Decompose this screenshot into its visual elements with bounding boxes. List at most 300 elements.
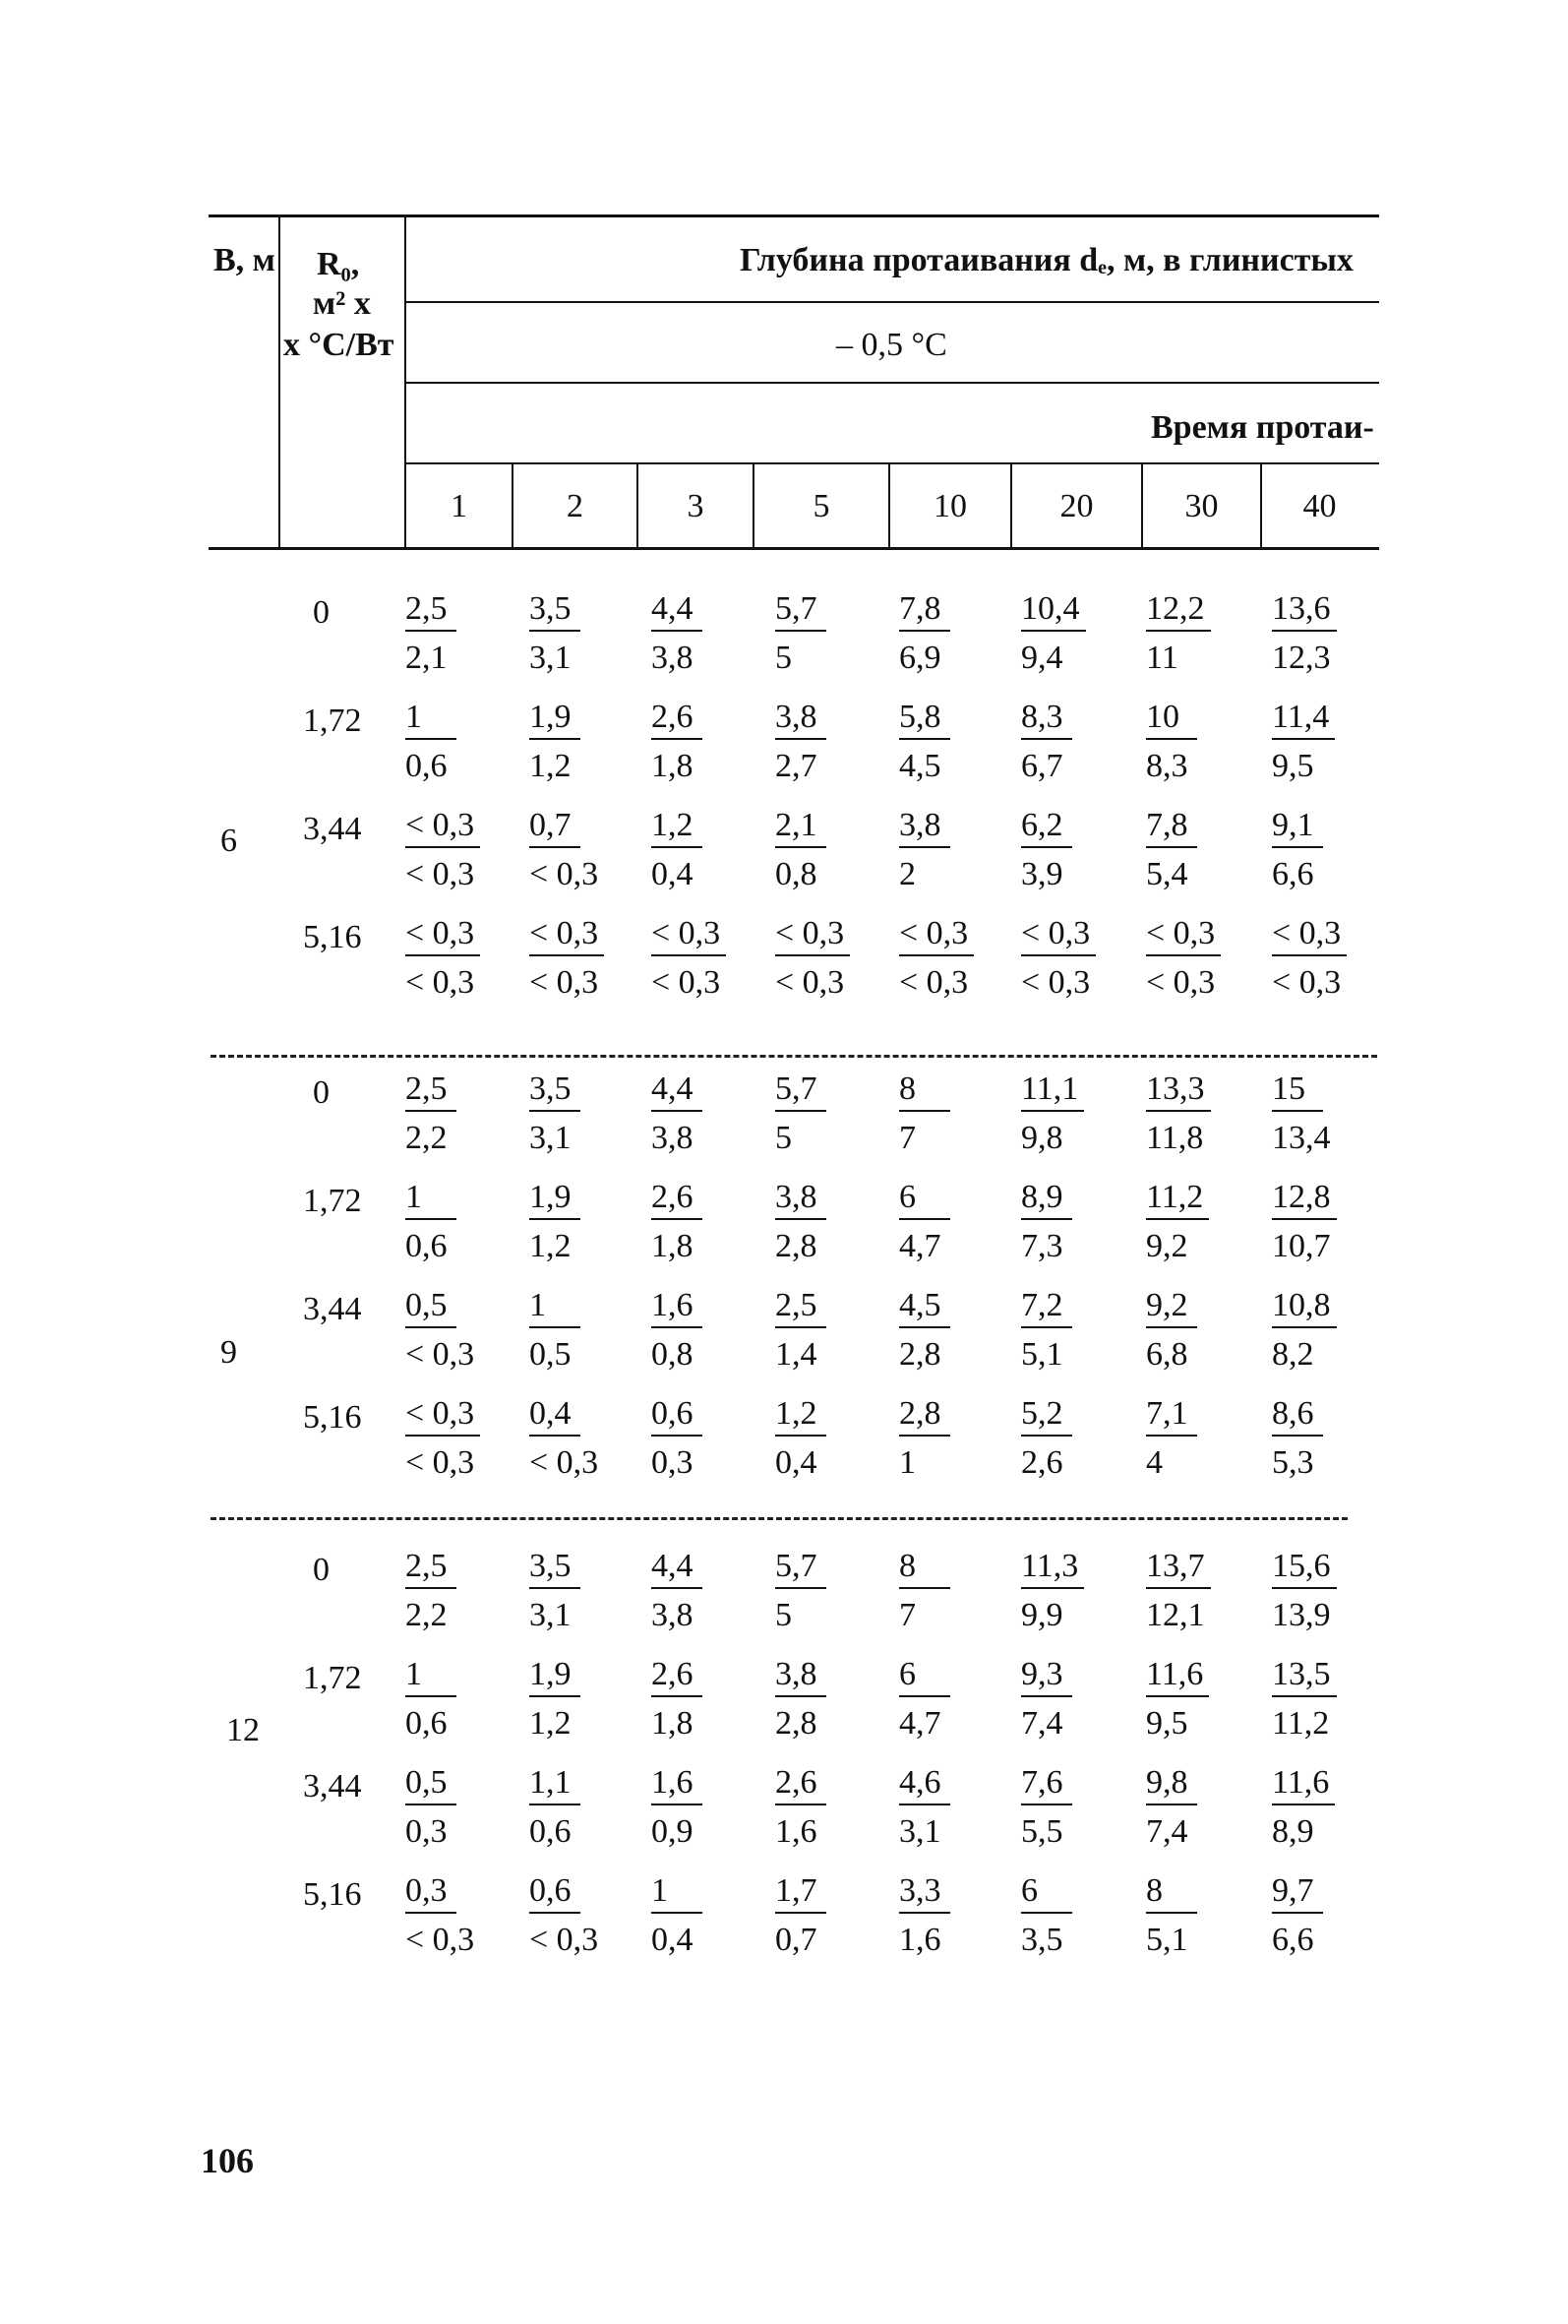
depth-fraction — [529, 1766, 639, 1851]
fraction-bar — [1272, 1218, 1337, 1220]
fraction-denominator: 0,6 — [405, 1228, 448, 1264]
depth-fraction — [899, 1072, 1009, 1157]
header-bottom-rule — [209, 547, 1379, 550]
fraction-numerator: 10 — [1146, 699, 1179, 735]
fraction-numerator: 5,7 — [775, 590, 817, 627]
fraction-bar — [529, 738, 580, 740]
header-vline-b — [278, 214, 280, 549]
depth-fraction — [1272, 809, 1382, 893]
fraction-denominator: < 0,3 — [529, 856, 599, 892]
fraction-numerator: 8 — [899, 1548, 916, 1584]
fraction-numerator: 8,6 — [1272, 1395, 1314, 1432]
fraction-denominator: 3,8 — [651, 1120, 694, 1156]
fraction-denominator: 9,2 — [1146, 1228, 1188, 1264]
fraction-numerator: 1 — [405, 1656, 422, 1692]
depth-fraction — [529, 1181, 639, 1265]
fraction-bar — [529, 630, 580, 632]
fraction-denominator: 5,5 — [1021, 1813, 1063, 1850]
depth-fraction — [1021, 1289, 1131, 1374]
fraction-bar — [899, 1110, 950, 1112]
fraction-bar — [1146, 630, 1211, 632]
depth-fraction — [529, 1397, 639, 1482]
fraction-numerator: 1 — [529, 1287, 546, 1323]
fraction-bar — [651, 954, 726, 956]
time-column-header: 40 — [1302, 488, 1337, 524]
depth-fraction — [1021, 1181, 1131, 1265]
depth-fraction — [529, 592, 639, 677]
depth-fraction — [1021, 592, 1131, 677]
fraction-numerator: 5,7 — [775, 1548, 817, 1584]
fraction-denominator: 0,6 — [405, 1705, 448, 1742]
fraction-denominator: 5 — [775, 640, 792, 676]
fraction-denominator: < 0,3 — [529, 1922, 599, 1958]
group-separator — [211, 1055, 1377, 1058]
fraction-denominator: 2,7 — [775, 748, 817, 784]
fraction-bar — [405, 738, 456, 740]
fraction-bar — [405, 954, 480, 956]
fraction-numerator: 3,8 — [899, 807, 941, 843]
fraction-numerator: 3,5 — [529, 1070, 572, 1107]
fraction-bar — [1272, 846, 1323, 848]
fraction-numerator: < 0,3 — [405, 915, 475, 951]
depth-fraction — [775, 809, 885, 893]
fraction-denominator: 5 — [775, 1597, 792, 1633]
fraction-numerator: < 0,3 — [405, 1395, 475, 1432]
fraction-denominator: 2 — [899, 856, 916, 892]
fraction-denominator: 11,2 — [1272, 1705, 1330, 1742]
depth-fraction — [651, 917, 761, 1002]
depth-fraction — [1272, 1289, 1382, 1374]
fraction-numerator: 2,6 — [651, 699, 694, 735]
fraction-denominator: 8,9 — [1272, 1813, 1314, 1850]
fraction-numerator: < 0,3 — [529, 915, 599, 951]
fraction-bar — [899, 1435, 950, 1437]
r-value: 1,72 — [303, 703, 362, 739]
depth-fraction — [1272, 1550, 1382, 1634]
fraction-denominator: 4,5 — [899, 748, 941, 784]
fraction-bar — [1021, 1587, 1084, 1589]
depth-fraction — [651, 809, 761, 893]
fraction-bar — [1146, 1587, 1211, 1589]
depth-fraction — [775, 917, 885, 1002]
fraction-numerator: 1,9 — [529, 1179, 572, 1215]
depth-fraction — [1272, 1658, 1382, 1743]
depth-fraction — [899, 1658, 1009, 1743]
fraction-numerator: 7,8 — [899, 590, 941, 627]
depth-fraction — [1146, 1766, 1256, 1851]
fraction-numerator: < 0,3 — [899, 915, 969, 951]
fraction-numerator: 2,8 — [899, 1395, 941, 1432]
fraction-bar — [1146, 738, 1197, 740]
header-rule-temperature — [405, 382, 1379, 384]
fraction-denominator: 1 — [899, 1444, 916, 1481]
fraction-denominator: 3,9 — [1021, 856, 1063, 892]
depth-fraction — [899, 1874, 1009, 1959]
fraction-numerator: 8,9 — [1021, 1179, 1063, 1215]
fraction-bar — [1146, 846, 1197, 848]
depth-fraction — [1146, 1658, 1256, 1743]
fraction-bar — [651, 1587, 702, 1589]
fraction-denominator: < 0,3 — [405, 856, 475, 892]
fraction-denominator: 2,2 — [405, 1597, 448, 1633]
fraction-numerator: 0,3 — [405, 1872, 448, 1909]
fraction-denominator: 5,4 — [1146, 856, 1188, 892]
temperature-label: – 0,5 °С — [836, 327, 947, 363]
depth-fraction — [1146, 1550, 1256, 1634]
fraction-denominator: 0,3 — [651, 1444, 694, 1481]
depth-fraction — [1021, 1874, 1131, 1959]
fraction-denominator: 12,1 — [1146, 1597, 1205, 1633]
depth-fraction — [405, 1658, 515, 1743]
depth-fraction — [1272, 592, 1382, 677]
column-header-r-line1: R₀, — [317, 246, 360, 282]
depth-fraction — [1146, 917, 1256, 1002]
fraction-bar — [651, 630, 702, 632]
fraction-bar — [775, 1110, 826, 1112]
group-separator — [211, 1517, 1348, 1520]
depth-fraction — [1021, 1766, 1131, 1851]
fraction-numerator: 0,6 — [651, 1395, 694, 1432]
fraction-denominator: 7 — [899, 1120, 916, 1156]
fraction-numerator: 11,6 — [1146, 1656, 1204, 1692]
depth-fraction — [1272, 917, 1382, 1002]
fraction-bar — [899, 1804, 950, 1805]
depth-fraction — [1272, 1181, 1382, 1265]
fraction-numerator: < 0,3 — [1272, 915, 1342, 951]
depth-fraction — [899, 809, 1009, 893]
fraction-bar — [775, 1804, 826, 1805]
fraction-denominator: 3,1 — [899, 1813, 941, 1850]
fraction-numerator: 3,8 — [775, 1179, 817, 1215]
fraction-bar — [1021, 1695, 1072, 1697]
fraction-bar — [405, 630, 456, 632]
fraction-bar — [899, 738, 950, 740]
depth-fraction — [899, 1289, 1009, 1374]
depth-fraction — [899, 1397, 1009, 1482]
depth-fraction — [1021, 1658, 1131, 1743]
depth-fraction — [1272, 1072, 1382, 1157]
fraction-numerator: 1,7 — [775, 1872, 817, 1909]
fraction-numerator: 8 — [1146, 1872, 1163, 1909]
table-title: Глубина протаивания dₑ, м, в глинистых — [740, 242, 1354, 278]
fraction-numerator: 1,9 — [529, 1656, 572, 1692]
depth-fraction — [775, 592, 885, 677]
depth-fraction — [529, 809, 639, 893]
fraction-numerator: 2,5 — [405, 1548, 448, 1584]
fraction-numerator: 7,1 — [1146, 1395, 1188, 1432]
fraction-denominator: 2,2 — [405, 1120, 448, 1156]
fraction-denominator: 11,8 — [1146, 1120, 1204, 1156]
fraction-bar — [1272, 1912, 1323, 1914]
fraction-denominator: < 0,3 — [1021, 964, 1091, 1001]
time-column-header: 20 — [1059, 488, 1094, 524]
fraction-bar — [1146, 1326, 1197, 1328]
fraction-bar — [651, 846, 702, 848]
fraction-denominator: < 0,3 — [651, 964, 721, 1001]
depth-fraction — [1146, 1397, 1256, 1482]
fraction-numerator: 1,6 — [651, 1287, 694, 1323]
time-column-header: 3 — [687, 488, 704, 524]
fraction-denominator: 3,1 — [529, 1597, 572, 1633]
fraction-numerator: 4,4 — [651, 590, 694, 627]
depth-fraction — [405, 1874, 515, 1959]
fraction-bar — [1021, 954, 1096, 956]
fraction-denominator: 8,2 — [1272, 1336, 1314, 1373]
fraction-bar — [529, 1110, 580, 1112]
depth-fraction — [1272, 1766, 1382, 1851]
time-column-header: 10 — [934, 488, 967, 524]
r-value: 3,44 — [303, 1291, 362, 1327]
depth-fraction — [899, 1181, 1009, 1265]
fraction-bar — [1021, 1110, 1084, 1112]
fraction-bar — [529, 1218, 580, 1220]
fraction-numerator: 4,5 — [899, 1287, 941, 1323]
depth-fraction — [899, 1766, 1009, 1851]
depth-fraction — [529, 1658, 639, 1743]
fraction-denominator: 6,6 — [1272, 856, 1314, 892]
fraction-denominator: 3,5 — [1021, 1922, 1063, 1958]
depth-fraction — [775, 1289, 885, 1374]
fraction-bar — [1146, 1804, 1197, 1805]
fraction-numerator: 9,3 — [1021, 1656, 1063, 1692]
fraction-bar — [651, 1435, 702, 1437]
fraction-bar — [775, 738, 826, 740]
fraction-denominator: 6,7 — [1021, 748, 1063, 784]
fraction-bar — [1272, 1326, 1337, 1328]
fraction-numerator: 8,3 — [1021, 699, 1063, 735]
fraction-numerator: 0,7 — [529, 807, 572, 843]
fraction-denominator: 0,6 — [405, 748, 448, 784]
fraction-bar — [1272, 1435, 1323, 1437]
fraction-bar — [1021, 630, 1086, 632]
fraction-bar — [775, 630, 826, 632]
fraction-numerator: 1,1 — [529, 1764, 572, 1801]
depth-fraction — [899, 701, 1009, 785]
fraction-numerator: 4,4 — [651, 1070, 694, 1107]
depth-fraction — [651, 1874, 761, 1959]
time-column-header: 2 — [567, 488, 583, 524]
depth-fraction — [1021, 1397, 1131, 1482]
fraction-numerator: 5,2 — [1021, 1395, 1063, 1432]
r-value: 3,44 — [303, 811, 362, 847]
fraction-denominator: 6,9 — [899, 640, 941, 676]
fraction-bar — [1272, 738, 1335, 740]
fraction-numerator: 8 — [899, 1070, 916, 1107]
fraction-bar — [651, 1110, 702, 1112]
depth-fraction — [651, 1550, 761, 1634]
fraction-denominator: 5 — [775, 1120, 792, 1156]
depth-fraction — [405, 1289, 515, 1374]
fraction-bar — [899, 846, 950, 848]
fraction-denominator: 0,9 — [651, 1813, 694, 1850]
depth-fraction — [651, 1289, 761, 1374]
fraction-bar — [405, 1435, 480, 1437]
fraction-denominator: 8,3 — [1146, 748, 1188, 784]
fraction-denominator: 7,4 — [1021, 1705, 1063, 1742]
fraction-denominator: < 0,3 — [1272, 964, 1342, 1001]
depth-fraction — [651, 701, 761, 785]
depth-fraction — [1146, 701, 1256, 785]
fraction-numerator: 11,4 — [1272, 699, 1330, 735]
depth-fraction — [1146, 1181, 1256, 1265]
fraction-denominator: 0,7 — [775, 1922, 817, 1958]
fraction-numerator: 1,9 — [529, 699, 572, 735]
fraction-numerator: 11,3 — [1021, 1548, 1079, 1584]
depth-fraction — [405, 917, 515, 1002]
fraction-bar — [899, 1587, 950, 1589]
fraction-bar — [899, 1912, 950, 1914]
fraction-denominator: 12,3 — [1272, 640, 1331, 676]
fraction-denominator: < 0,3 — [529, 1444, 599, 1481]
r-value: 1,72 — [303, 1660, 362, 1696]
fraction-bar — [529, 1912, 580, 1914]
fraction-denominator: < 0,3 — [405, 1444, 475, 1481]
fraction-bar — [405, 1110, 456, 1112]
depth-fraction — [651, 1766, 761, 1851]
depth-fraction — [775, 1766, 885, 1851]
depth-fraction — [1021, 1550, 1131, 1634]
depth-fraction — [651, 1072, 761, 1157]
depth-fraction — [405, 1550, 515, 1634]
fraction-numerator: 7,6 — [1021, 1764, 1063, 1801]
fraction-denominator: 3,8 — [651, 640, 694, 676]
fraction-bar — [529, 1695, 580, 1697]
fraction-bar — [1146, 1912, 1197, 1914]
fraction-bar — [1021, 1435, 1072, 1437]
fraction-denominator: 2,8 — [775, 1705, 817, 1742]
fraction-denominator: 0,3 — [405, 1813, 448, 1850]
fraction-denominator: 7,4 — [1146, 1813, 1188, 1850]
fraction-bar — [899, 1218, 950, 1220]
depth-fraction — [651, 592, 761, 677]
fraction-bar — [1146, 1110, 1211, 1112]
fraction-bar — [1021, 1326, 1072, 1328]
fraction-numerator: 7,8 — [1146, 807, 1188, 843]
fraction-numerator: 6 — [899, 1656, 916, 1692]
thaw-time-label: Время протаи- — [1151, 409, 1374, 446]
depth-fraction — [405, 1072, 515, 1157]
fraction-numerator: 9,1 — [1272, 807, 1314, 843]
depth-fraction — [529, 1072, 639, 1157]
fraction-numerator: 2,6 — [775, 1764, 817, 1801]
fraction-numerator: 3,8 — [775, 1656, 817, 1692]
header-rule-time — [405, 462, 1379, 464]
fraction-denominator: 2,8 — [899, 1336, 941, 1373]
depth-fraction — [1021, 701, 1131, 785]
fraction-bar — [405, 1218, 456, 1220]
depth-fraction — [1272, 1874, 1382, 1959]
fraction-numerator: 4,4 — [651, 1548, 694, 1584]
fraction-denominator: 9,5 — [1146, 1705, 1188, 1742]
fraction-denominator: 1,2 — [529, 748, 572, 784]
depth-fraction — [775, 1072, 885, 1157]
fraction-bar — [775, 1695, 826, 1697]
fraction-numerator: 3,8 — [775, 699, 817, 735]
r-value: 0 — [313, 594, 330, 631]
depth-fraction — [529, 1874, 639, 1959]
fraction-bar — [775, 1587, 826, 1589]
fraction-bar — [651, 1326, 702, 1328]
page-number: 106 — [201, 2141, 254, 2180]
fraction-denominator: 1,4 — [775, 1336, 817, 1373]
depth-fraction — [1021, 917, 1131, 1002]
fraction-bar — [651, 1912, 702, 1914]
depth-fraction — [405, 1397, 515, 1482]
depth-fraction — [405, 701, 515, 785]
r-value: 5,16 — [303, 919, 362, 955]
fraction-numerator: 10,8 — [1272, 1287, 1331, 1323]
fraction-numerator: 2,1 — [775, 807, 817, 843]
fraction-bar — [775, 1435, 826, 1437]
fraction-numerator: 6 — [899, 1179, 916, 1215]
fraction-bar — [899, 1326, 950, 1328]
fraction-denominator: 3,8 — [651, 1597, 694, 1633]
depth-fraction — [775, 1397, 885, 1482]
fraction-numerator: 12,8 — [1272, 1179, 1331, 1215]
fraction-numerator: < 0,3 — [1146, 915, 1216, 951]
depth-fraction — [651, 1397, 761, 1482]
fraction-numerator: 0,4 — [529, 1395, 572, 1432]
fraction-numerator: < 0,3 — [405, 807, 475, 843]
fraction-bar — [529, 1587, 580, 1589]
fraction-bar — [405, 1912, 456, 1914]
fraction-denominator: 3,1 — [529, 640, 572, 676]
fraction-denominator: 5,3 — [1272, 1444, 1314, 1481]
fraction-bar — [405, 846, 480, 848]
group-b-value: 12 — [226, 1712, 260, 1748]
fraction-denominator: 4,7 — [899, 1228, 941, 1264]
fraction-denominator: 6,8 — [1146, 1336, 1188, 1373]
fraction-bar — [1021, 846, 1072, 848]
depth-fraction — [1146, 809, 1256, 893]
fraction-denominator: 0,8 — [775, 856, 817, 892]
fraction-bar — [1272, 1587, 1337, 1589]
fraction-numerator: 1 — [651, 1872, 668, 1909]
column-header-r-line3: х °С/Вт — [283, 327, 394, 363]
r-value: 5,16 — [303, 1876, 362, 1913]
depth-fraction — [899, 1550, 1009, 1634]
fraction-numerator: 1 — [405, 1179, 422, 1215]
fraction-bar — [775, 954, 850, 956]
fraction-denominator: 9,4 — [1021, 640, 1063, 676]
fraction-denominator: 4 — [1146, 1444, 1163, 1481]
fraction-bar — [1146, 954, 1221, 956]
fraction-numerator: 13,3 — [1146, 1070, 1205, 1107]
fraction-numerator: 13,6 — [1272, 590, 1331, 627]
depth-fraction — [651, 1181, 761, 1265]
fraction-numerator: 0,5 — [405, 1287, 448, 1323]
fraction-denominator: < 0,3 — [405, 964, 475, 1001]
fraction-bar — [899, 954, 974, 956]
depth-fraction — [775, 701, 885, 785]
depth-fraction — [529, 1550, 639, 1634]
depth-fraction — [775, 1874, 885, 1959]
fraction-numerator: < 0,3 — [651, 915, 721, 951]
fraction-denominator: 11 — [1146, 640, 1178, 676]
depth-fraction — [529, 1289, 639, 1374]
fraction-numerator: 7,2 — [1021, 1287, 1063, 1323]
fraction-numerator: 6 — [1021, 1872, 1038, 1909]
fraction-denominator: 1,8 — [651, 1228, 694, 1264]
fraction-bar — [1146, 1695, 1209, 1697]
fraction-denominator: < 0,3 — [529, 964, 599, 1001]
fraction-denominator: < 0,3 — [405, 1922, 475, 1958]
fraction-numerator: 2,6 — [651, 1179, 694, 1215]
fraction-numerator: 11,6 — [1272, 1764, 1330, 1801]
fraction-bar — [775, 1912, 826, 1914]
fraction-bar — [1146, 1218, 1209, 1220]
fraction-denominator: 1,8 — [651, 748, 694, 784]
